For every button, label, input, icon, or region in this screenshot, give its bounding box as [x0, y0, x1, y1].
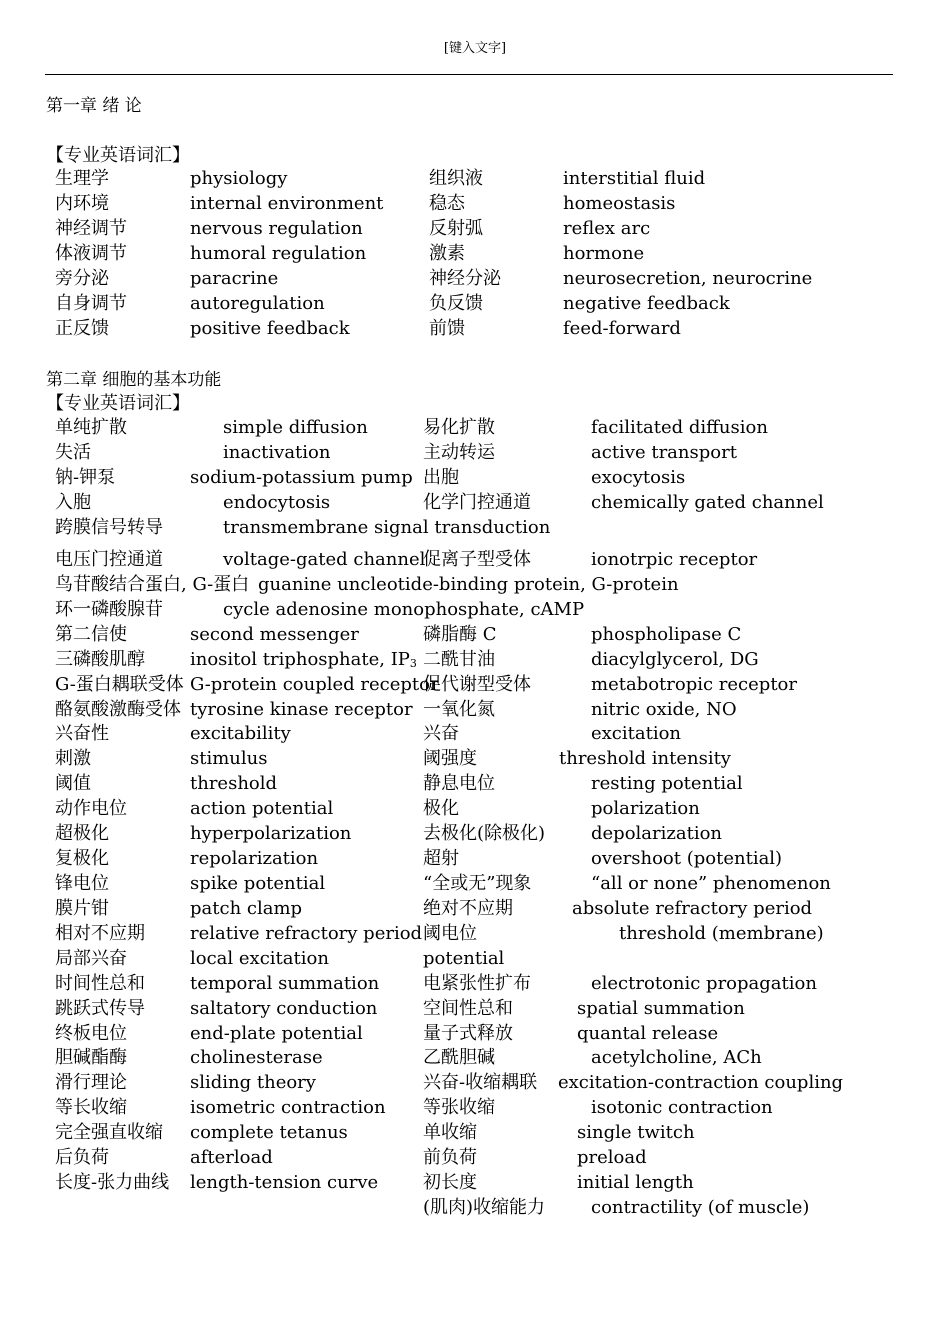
chinese-term: 鸟苷酸结合蛋白, G-蛋白: [55, 574, 250, 595]
english-term: resting potential: [591, 773, 743, 794]
english-term: phospholipase C: [591, 624, 742, 645]
chinese-term: 电压门控通道: [55, 549, 163, 570]
chinese-term: 环一磷酸腺苷: [55, 599, 163, 620]
chinese-term: 跨膜信号转导: [55, 517, 163, 538]
chapter1-subtitle: 【专业英语词汇】: [46, 145, 190, 166]
chinese-term: 前馈: [429, 318, 465, 339]
english-term: endocytosis: [223, 492, 331, 513]
english-term: depolarization: [591, 823, 723, 844]
english-term: inactivation: [223, 442, 331, 463]
chinese-term: 等张收缩: [423, 1097, 495, 1118]
chinese-term: (肌肉)收缩能力: [423, 1197, 546, 1218]
chinese-term: 负反馈: [429, 293, 483, 314]
english-term: neurosecretion, neurocrine: [563, 268, 813, 289]
chinese-term: 空间性总和: [423, 998, 513, 1019]
english-term: patch clamp: [190, 898, 303, 919]
english-term: nervous regulation: [190, 218, 363, 239]
chinese-term: 兴奋性: [55, 723, 109, 744]
english-term: active transport: [591, 442, 737, 463]
chinese-term: 复极化: [55, 848, 109, 869]
english-term: complete tetanus: [190, 1122, 348, 1143]
english-term: local excitation: [190, 948, 329, 969]
english-term: single twitch: [577, 1122, 695, 1143]
chinese-term: 动作电位: [55, 798, 127, 819]
chinese-term: 反射弧: [429, 218, 483, 239]
english-term: humoral regulation: [190, 243, 367, 264]
english-term: second messenger: [190, 624, 359, 645]
english-term: repolarization: [190, 848, 319, 869]
chinese-term: 单收缩: [423, 1122, 477, 1143]
english-term: nitric oxide, NO: [591, 699, 737, 720]
chinese-term: 锋电位: [55, 873, 109, 894]
english-term: physiology: [190, 168, 288, 189]
chinese-term: 膜片钳: [55, 898, 109, 919]
chinese-term: 阈电位: [423, 923, 477, 944]
chinese-term: G-蛋白耦联受体: [55, 674, 184, 695]
english-term: reflex arc: [563, 218, 651, 239]
chinese-term: 跳跃式传导: [55, 998, 145, 1019]
english-term: length-tension curve: [190, 1172, 379, 1193]
english-term: threshold: [190, 773, 278, 794]
ip-subscript: 3: [409, 657, 417, 670]
english-term: isometric contraction: [190, 1097, 386, 1118]
english-term: threshold intensity: [559, 748, 731, 769]
english-term: quantal release: [577, 1023, 719, 1044]
chinese-term: 失活: [55, 442, 91, 463]
english-term: G-protein coupled receptor: [190, 674, 439, 695]
chinese-term: 电紧张性扩布: [423, 973, 531, 994]
english-term: tyrosine kinase receptor: [190, 699, 413, 720]
chinese-term: 终板电位: [55, 1023, 127, 1044]
chinese-term: 量子式释放: [423, 1023, 513, 1044]
chinese-term: 激素: [429, 243, 465, 264]
chinese-term: 静息电位: [423, 773, 495, 794]
chinese-term: potential: [423, 948, 505, 969]
chinese-term: 绝对不应期: [423, 898, 513, 919]
english-term: electrotonic propagation: [591, 973, 817, 994]
english-term: guanine uncleotide-binding protein, G-protein: [258, 574, 679, 595]
english-term: chemically gated channel: [591, 492, 824, 513]
chinese-term: 超极化: [55, 823, 109, 844]
english-term: homeostasis: [563, 193, 676, 214]
chinese-term: 阈强度: [423, 748, 477, 769]
english-term: absolute refractory period: [572, 898, 813, 919]
english-term: internal environment: [190, 193, 384, 214]
english-term: spike potential: [190, 873, 326, 894]
english-term: exocytosis: [591, 467, 686, 488]
english-term: transmembrane signal transduction: [223, 517, 551, 538]
english-term: sliding theory: [190, 1072, 316, 1093]
chinese-term: 出胞: [423, 467, 459, 488]
english-term: overshoot (potential): [591, 848, 783, 869]
english-term: cycle adenosine monophosphate, cAMP: [223, 599, 585, 620]
english-term: feed-forward: [563, 318, 681, 339]
chinese-term: 相对不应期: [55, 923, 145, 944]
chinese-term: 正反馈: [55, 318, 109, 339]
chinese-term: 易化扩散: [423, 417, 495, 438]
chapter1-title: 第一章 绪 论: [46, 96, 142, 116]
chinese-term: 等长收缩: [55, 1097, 127, 1118]
chinese-term: 兴奋-收缩耦联: [423, 1072, 538, 1093]
chinese-term: 极化: [423, 798, 459, 819]
english-term: excitation: [591, 723, 682, 744]
chinese-term: 体液调节: [55, 243, 127, 264]
chinese-term: 阈值: [55, 773, 91, 794]
english-term: positive feedback: [190, 318, 350, 339]
chinese-term: 时间性总和: [55, 973, 145, 994]
chinese-term: 超射: [423, 848, 459, 869]
chinese-term: “全或无”现象: [423, 873, 532, 894]
chinese-term: 化学门控通道: [423, 492, 531, 513]
chinese-term: 完全强直收缩: [55, 1122, 163, 1143]
english-term: paracrine: [190, 268, 279, 289]
english-term: hyperpolarization: [190, 823, 352, 844]
chinese-term: 组织液: [429, 168, 483, 189]
chinese-term: 局部兴奋: [55, 948, 127, 969]
chinese-term: 旁分泌: [55, 268, 109, 289]
english-term: negative feedback: [563, 293, 730, 314]
chinese-term: 生理学: [55, 168, 109, 189]
english-term: excitation-contraction coupling: [558, 1072, 844, 1093]
english-term: “all or none” phenomenon: [591, 873, 831, 894]
chinese-term: 神经分泌: [429, 268, 501, 289]
chapter2-subtitle: 【专业英语词汇】: [46, 393, 190, 414]
english-term: acetylcholine, ACh: [591, 1047, 762, 1068]
chinese-term: 神经调节: [55, 218, 127, 239]
chinese-term: 一氧化氮: [423, 699, 495, 720]
header-rule: [45, 74, 893, 75]
english-term: relative refractory period: [190, 923, 423, 944]
english-term: threshold (membrane): [619, 923, 824, 944]
english-term: preload: [577, 1147, 647, 1168]
english-term: ionotrpic receptor: [591, 549, 758, 570]
english-term: isotonic contraction: [591, 1097, 773, 1118]
chinese-term: 二酰甘油: [423, 649, 495, 670]
chinese-term: 去极化(除极化): [423, 823, 546, 844]
english-term: spatial summation: [577, 998, 745, 1019]
english-term: afterload: [190, 1147, 273, 1168]
english-term: autoregulation: [190, 293, 325, 314]
english-term: interstitial fluid: [563, 168, 706, 189]
english-term: diacylglycerol, DG: [591, 649, 759, 670]
chinese-term: 单纯扩散: [55, 417, 127, 438]
english-term: simple diffusion: [223, 417, 368, 438]
english-term: polarization: [591, 798, 700, 819]
english-term: sodium-potassium pump: [190, 467, 413, 488]
chinese-term: 乙酰胆碱: [423, 1047, 495, 1068]
chinese-term: 内环境: [55, 193, 109, 214]
chinese-term: 稳态: [429, 193, 465, 214]
english-term: cholinesterase: [190, 1047, 323, 1068]
chinese-term: 兴奋: [423, 723, 459, 744]
english-term: saltatory conduction: [190, 998, 378, 1019]
english-term: temporal summation: [190, 973, 380, 994]
chinese-term: 初长度: [423, 1172, 477, 1193]
english-term: facilitated diffusion: [591, 417, 768, 438]
chinese-term: 后负荷: [55, 1147, 109, 1168]
chinese-term: 自身调节: [55, 293, 127, 314]
english-term: voltage-gated channel: [223, 549, 426, 570]
english-term: excitability: [190, 723, 291, 744]
chinese-term: 钠-钾泵: [55, 467, 116, 488]
english-term: stimulus: [190, 748, 268, 769]
english-term: inositol triphosphate, $IP_3$: [190, 649, 417, 670]
chinese-term: 磷脂酶 C: [423, 624, 497, 645]
chinese-term: 促代谢型受体: [423, 674, 531, 695]
english-term: end-plate potential: [190, 1023, 363, 1044]
english-term: action potential: [190, 798, 334, 819]
page-header: [键入文字]: [443, 41, 507, 56]
chinese-term: 入胞: [55, 492, 91, 513]
chinese-term: 长度-张力曲线: [55, 1172, 170, 1193]
chinese-term: 三磷酸肌醇: [55, 649, 145, 670]
chinese-term: 胆碱酯酶: [55, 1047, 127, 1068]
chinese-term: 刺激: [55, 748, 91, 769]
chinese-term: 前负荷: [423, 1147, 477, 1168]
chapter2-title: 第二章 细胞的基本功能: [46, 370, 222, 390]
english-term: hormone: [563, 243, 645, 264]
english-term: contractility (of muscle): [591, 1197, 810, 1218]
chinese-term: 促离子型受体: [423, 549, 531, 570]
chinese-term: 主动转运: [423, 442, 495, 463]
chinese-term: 滑行理论: [55, 1072, 127, 1093]
chinese-term: 第二信使: [55, 624, 127, 645]
english-term: metabotropic receptor: [591, 674, 797, 695]
english-term: initial length: [577, 1172, 694, 1193]
chinese-term: 酪氨酸激酶受体: [55, 699, 181, 720]
